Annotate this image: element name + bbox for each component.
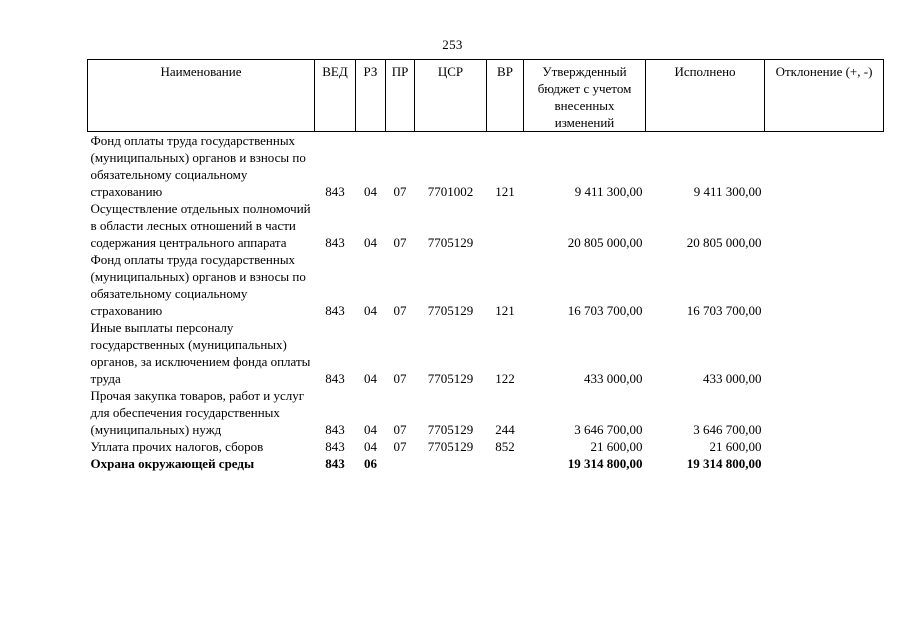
row-vr: 121 xyxy=(495,184,515,199)
row-csr: 7705129 xyxy=(427,303,474,318)
row-deviation xyxy=(765,455,884,472)
header-deviation: Отклонение (+, -) xyxy=(765,60,884,132)
row-deviation xyxy=(765,132,884,201)
row-deviation xyxy=(765,387,884,438)
row-ved: 843 xyxy=(325,371,345,386)
table-row xyxy=(88,251,884,319)
table-header-row xyxy=(88,60,884,132)
row-budget: 3 646 700,00 xyxy=(574,422,643,437)
header-pr: ПР xyxy=(386,60,415,132)
header-executed: Исполнено xyxy=(646,60,765,132)
row-pr: 07 xyxy=(393,303,407,318)
row-rz: 06 xyxy=(364,456,377,471)
row-ved: 843 xyxy=(325,235,345,250)
row-csr xyxy=(415,455,487,472)
row-csr: 7705129 xyxy=(427,235,474,250)
row-ved: 843 xyxy=(325,303,345,318)
row-budget: 21 600,00 xyxy=(590,439,643,454)
row-vr xyxy=(487,455,524,472)
row-name: Иные выплаты персоналу государственных (муниципальных) органов, за исключением фонда оплаты труда xyxy=(90,320,311,386)
page-number: 253 xyxy=(442,37,463,52)
header-ved: ВЕД xyxy=(315,60,356,132)
row-budget: 20 805 000,00 xyxy=(567,235,643,250)
row-rz: 04 xyxy=(364,422,377,437)
row-ved: 843 xyxy=(325,422,345,437)
row-budget: 19 314 800,00 xyxy=(567,456,643,471)
table-row-section-total xyxy=(88,455,884,472)
row-ved: 843 xyxy=(325,456,345,471)
table-row xyxy=(88,387,884,438)
row-pr: 07 xyxy=(393,439,407,454)
header-vr: ВР xyxy=(487,60,524,132)
header-csr: ЦСР xyxy=(415,60,487,132)
row-deviation xyxy=(765,319,884,387)
row-pr: 07 xyxy=(393,371,407,386)
row-csr: 7705129 xyxy=(427,371,474,386)
table-row xyxy=(88,132,884,201)
row-name: Фонд оплаты труда государственных (муниципальных) органов и взносы по обязательному социальному страхованию xyxy=(90,133,306,199)
row-vr: 121 xyxy=(495,303,515,318)
row-pr xyxy=(386,455,415,472)
row-executed: 19 314 800,00 xyxy=(686,456,762,471)
row-budget: 9 411 300,00 xyxy=(574,184,643,199)
row-rz: 04 xyxy=(364,184,377,199)
row-name: Фонд оплаты труда государственных (муниципальных) органов и взносы по обязательному социальному страхованию xyxy=(90,252,306,318)
row-executed: 21 600,00 xyxy=(709,439,762,454)
row-pr: 07 xyxy=(393,235,407,250)
row-executed: 16 703 700,00 xyxy=(686,303,762,318)
row-budget: 16 703 700,00 xyxy=(567,303,643,318)
row-rz: 04 xyxy=(364,371,377,386)
row-vr: 244 xyxy=(495,422,515,437)
table-row xyxy=(88,438,884,455)
row-deviation xyxy=(765,200,884,251)
row-name: Прочая закупка товаров, работ и услуг для обеспечения государственных (муниципальных) нужд xyxy=(90,388,305,437)
row-executed: 3 646 700,00 xyxy=(693,422,762,437)
table-row xyxy=(88,319,884,387)
header-budget: Утвержденный бюджет с учетом внесенных изменений xyxy=(524,60,646,132)
row-executed: 433 000,00 xyxy=(703,371,762,386)
row-budget: 433 000,00 xyxy=(584,371,643,386)
row-executed: 20 805 000,00 xyxy=(686,235,762,250)
row-vr: 122 xyxy=(495,371,515,386)
budget-table xyxy=(87,59,884,472)
header-rz: РЗ xyxy=(356,60,386,132)
row-executed: 9 411 300,00 xyxy=(693,184,762,199)
header-name: Наименование xyxy=(88,60,315,132)
row-csr: 7705129 xyxy=(427,439,474,454)
row-rz: 04 xyxy=(364,235,377,250)
row-name: Осуществление отдельных полномочий в области лесных отношений в части содержания центрального аппарата xyxy=(90,201,311,250)
row-ved: 843 xyxy=(325,439,345,454)
row-deviation xyxy=(765,438,884,455)
row-name: Охрана окружающей среды xyxy=(90,456,255,471)
row-csr: 7701002 xyxy=(427,184,474,199)
table-row xyxy=(88,200,884,251)
row-rz: 04 xyxy=(364,439,377,454)
row-ved: 843 xyxy=(325,184,345,199)
row-pr: 07 xyxy=(393,184,407,199)
row-csr: 7705129 xyxy=(427,422,474,437)
row-rz: 04 xyxy=(364,303,377,318)
row-pr: 07 xyxy=(393,422,407,437)
row-vr: 852 xyxy=(495,439,515,454)
row-vr xyxy=(487,200,524,251)
row-name: Уплата прочих налогов, сборов xyxy=(90,439,264,454)
row-deviation xyxy=(765,251,884,319)
